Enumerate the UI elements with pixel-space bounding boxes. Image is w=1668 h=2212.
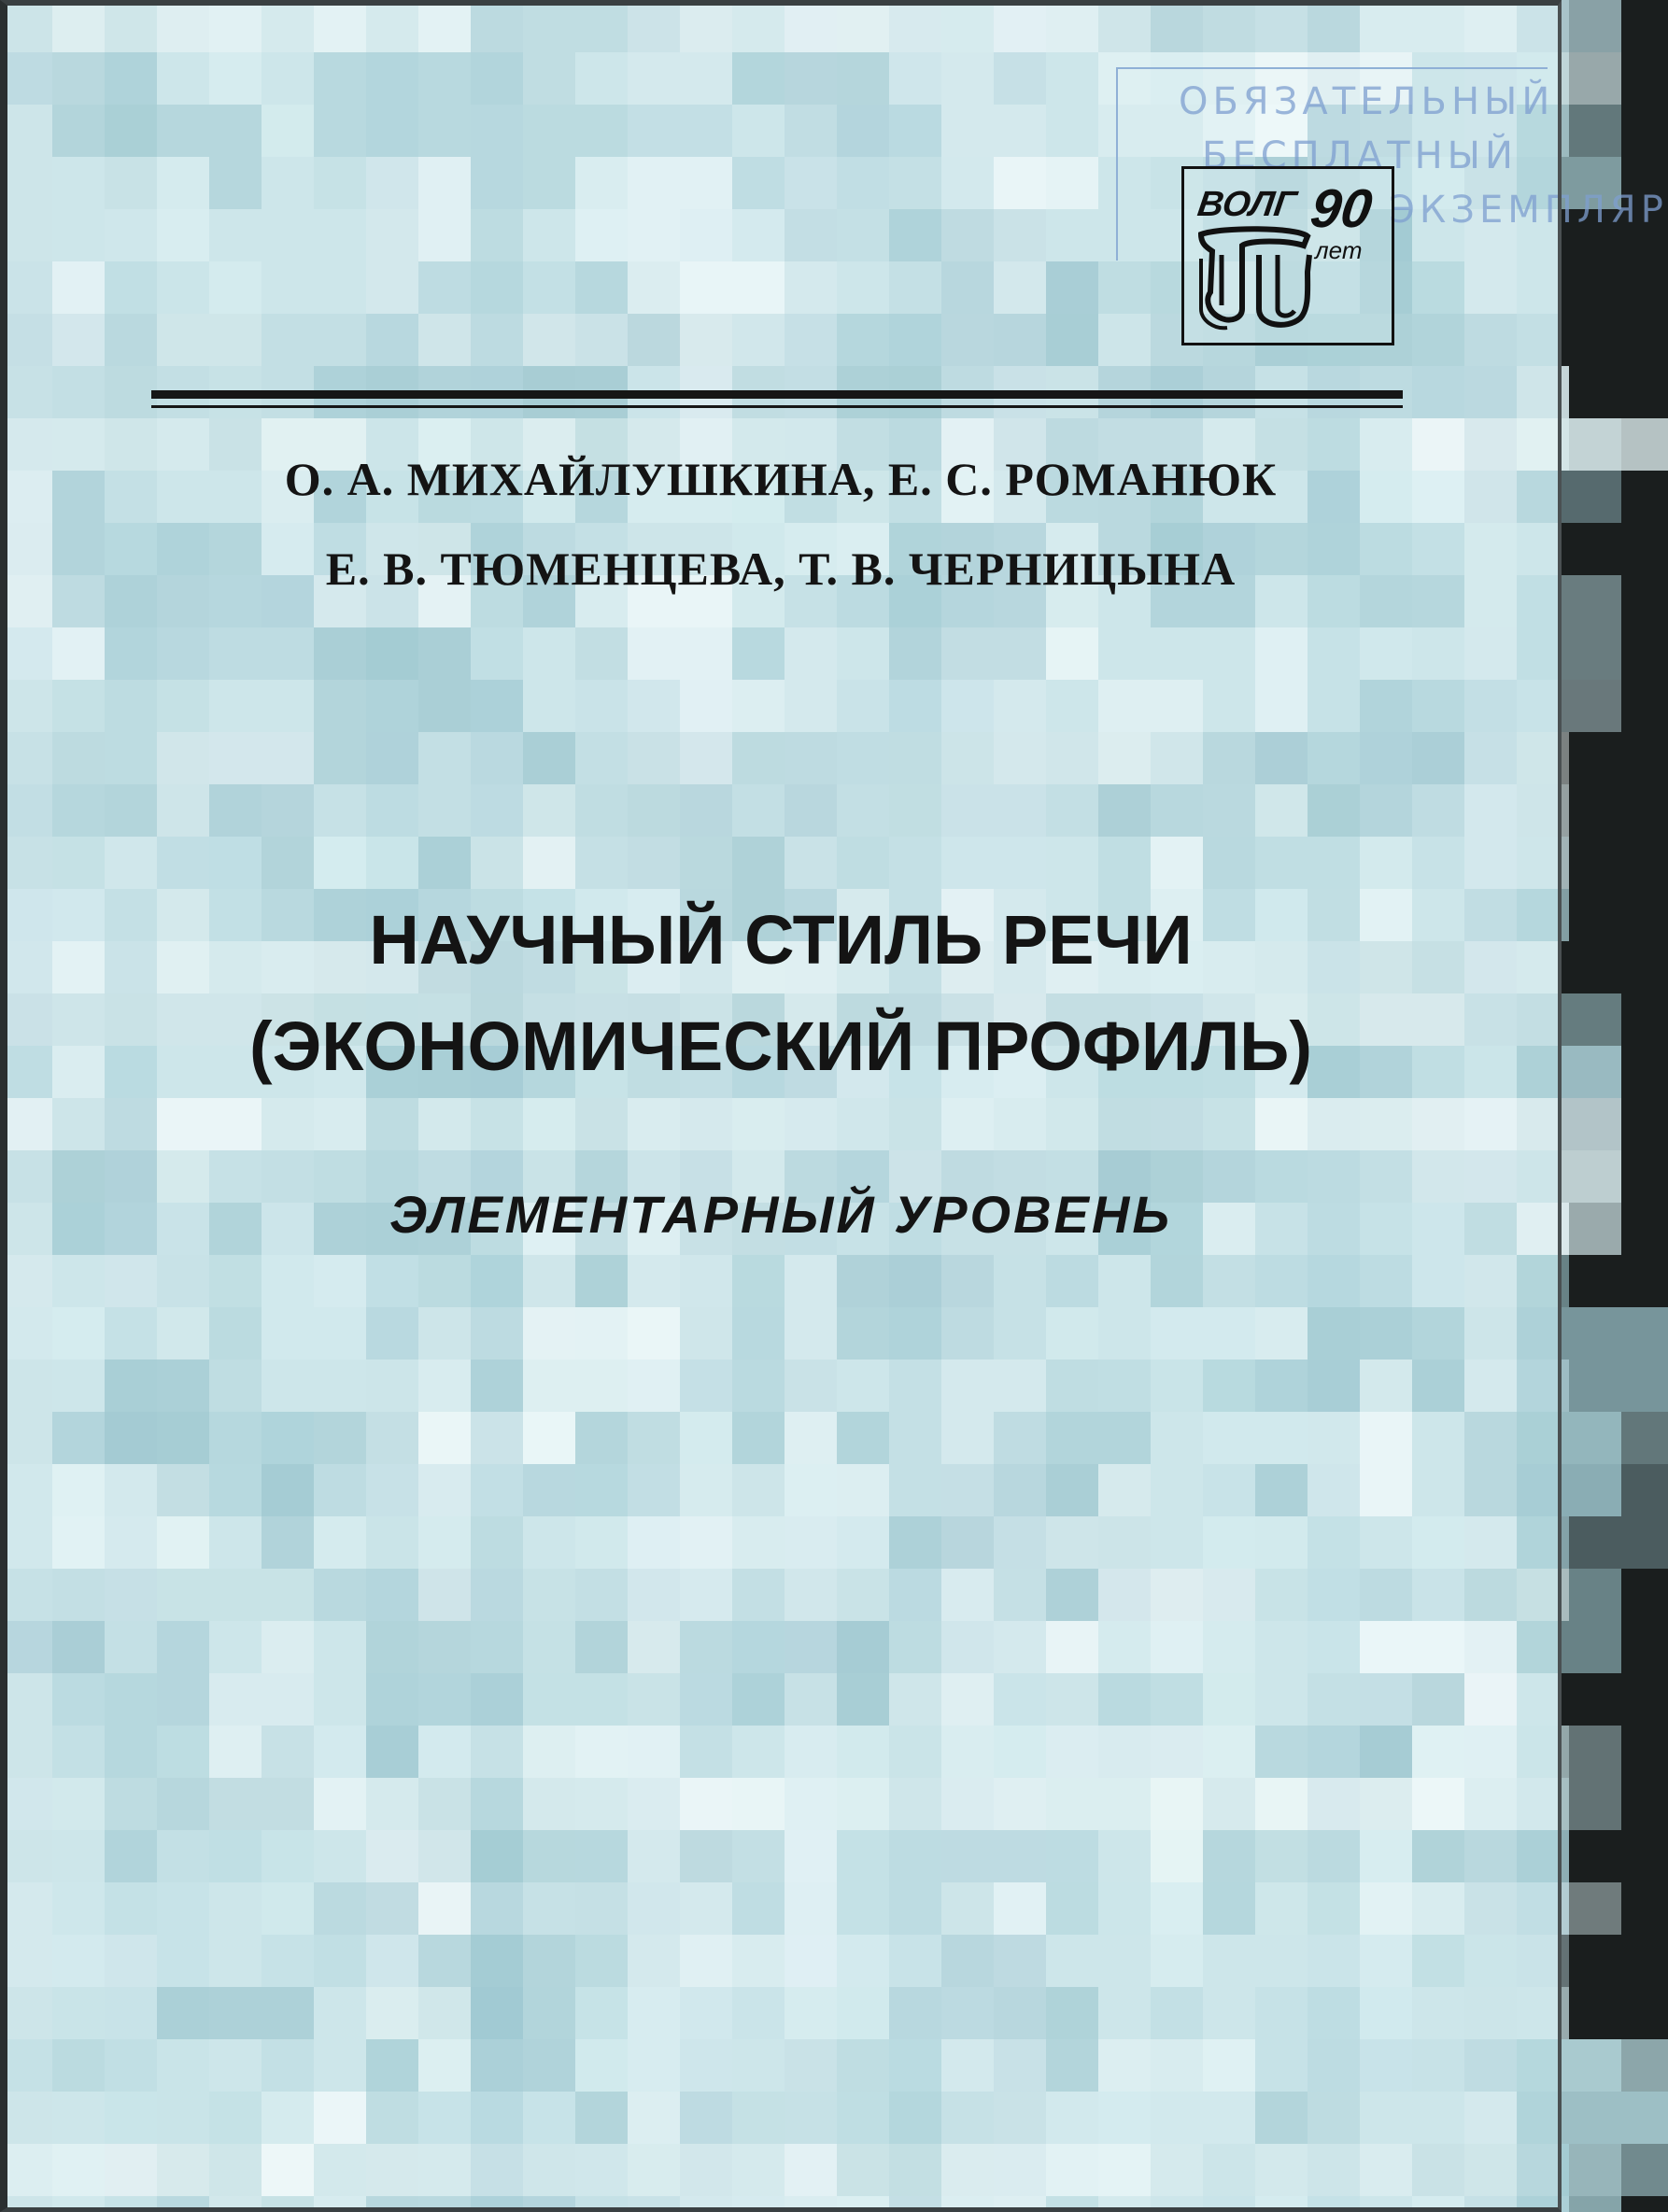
book-subtitle: ЭЛЕМЕНТАРНЫЙ УРОВЕНЬ (389, 1185, 1172, 1244)
stamp-line-1: ОБЯЗАТЕЛЬНЫЙ (1179, 80, 1555, 123)
logo-text-90: 90 (1307, 178, 1377, 239)
volgtu-90-years-logo (1181, 166, 1394, 345)
book-title-line-2: (ЭКОНОМИЧЕСКИЙ ПРОФИЛЬ) (249, 1007, 1312, 1085)
authors-line-2: Е. В. ТЮМЕНЦЕВА, Т. В. ЧЕРНИЦЫНА (325, 542, 1237, 595)
logo-tu-mark (1201, 229, 1308, 319)
logo-text-volg: ВОЛГ (1194, 184, 1299, 224)
cover-rule-thin (151, 405, 1403, 408)
authors-line-1: О. А. МИХАЙЛУШКИНА, Е. С. РОМАНЮК (284, 453, 1278, 505)
logo-text-years: лет (1315, 236, 1363, 264)
book-title-line-1: НАУЧНЫЙ СТИЛЬ РЕЧИ (369, 901, 1193, 979)
stamp-line-3: ЭКЗЕМПЛЯР (1389, 189, 1668, 232)
cover-rule-thick (151, 390, 1403, 399)
stamp-line-2: БЕСПЛАТНЫЙ (1202, 134, 1518, 177)
